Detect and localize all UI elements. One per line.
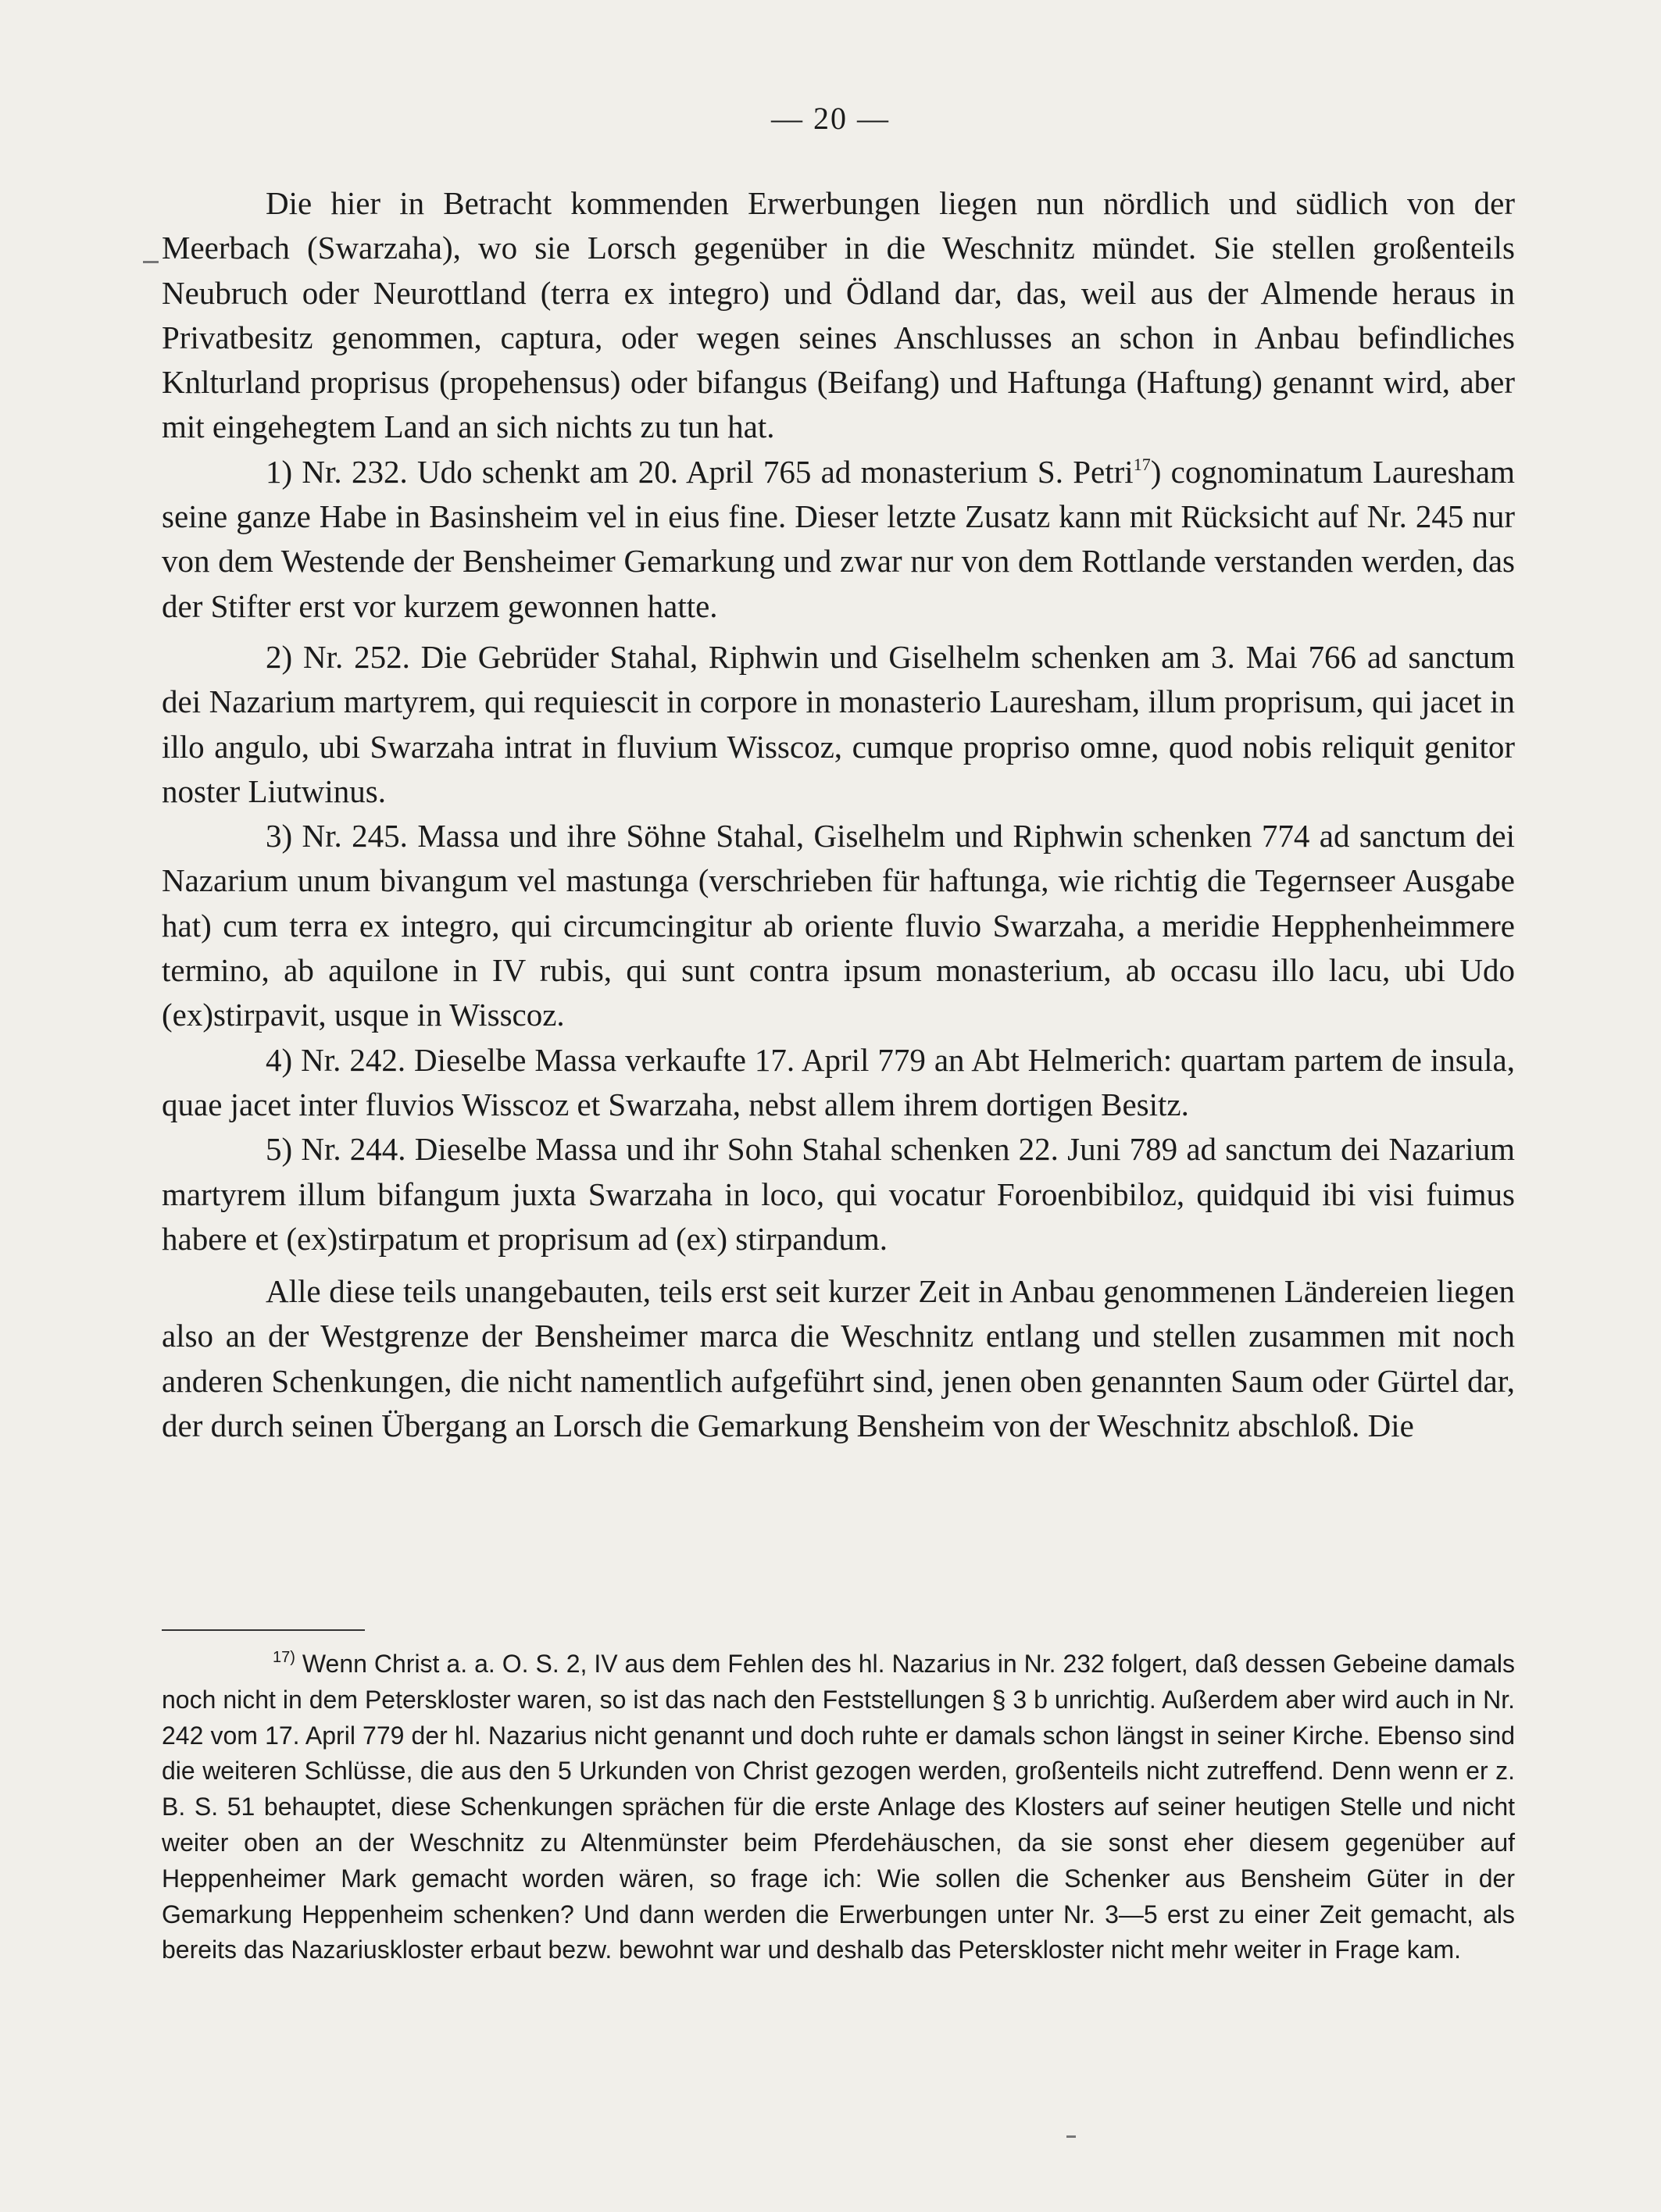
footnote-separator (162, 1629, 365, 1631)
paragraph-item-2: 2) Nr. 252. Die Gebrüder Stahal, Riphwin und Giselhelm schenken am 3. Mai 766 ad sanctum dei Nazarium martyrem, qui requiescit in corpore in monasterio Lauresham, illum proprisum, qui jacet in illo angulo, ubi Swarzaha intrat in fluvium Wisscoz, cumque propriso omne, quod nobis reliquit genitor noster Liutwinus. (162, 638, 1515, 809)
footnote-reference: 17 (1133, 454, 1151, 474)
item-1-text-continued: cognominatum Lauresham seine ganze Habe in Basinsheim vel in eius fine. Dieser letzte Zusatz kann mit Rücksicht auf Nr. 245 nur von dem Westende der Bensheimer Gemarkung und zwar nur von dem Rottlande verstanden werden, das der Stifter erst vor kurzem gewonnen hatte. (162, 453, 1515, 624)
footnote-17 (162, 1647, 1515, 1968)
footnote-text: Wenn Christ a. a. O. S. 2, IV aus dem Fehlen des hl. Nazarius in Nr. 232 folgert, daß dessen Gebeine damals noch nicht in dem Peterskloster waren, so ist das nach den Feststellungen § 3 b unrichtig. Außerdem aber wird auch in Nr. 242 vom 17. April 779 der hl. Nazarius nicht genannt und doch ruhte er damals schon längst in seiner Kirche. Ebenso sind die weiteren Schlüsse, die aus den 5 Urkunden von Christ gezogen werden, großenteils nicht zutreffend. Denn wenn er z. B. S. 51 behauptet, diese Schenkungen sprächen für die erste Anlage des Klosters auf seiner heutigen Stelle und nicht weiter oben an der Weschnitz zu Altenmünster beim Pferdehäuschen, da sie sonst eher diesem gegenüber auf Heppenheimer Mark gemacht worden wären, so frage ich: Wie sollen die Schenker aus Bensheim Güter in der Gemarkung Heppenheim schenken? Und dann werden die Erwerbungen unter Nr. 3—5 erst zu einer Zeit gemacht, als bereits das Nazariuskloster erbaut bezw. bewohnt war und deshalb das Peterskloster nicht mehr weiter in Frage kam. (162, 1650, 1516, 1964)
paragraph-item-5: 5) Nr. 244. Dieselbe Massa und ihr Sohn Stahal schenken 22. Juni 789 ad sanctum dei Nazarium martyrem illum bifangum juxta Swarzaha in loco, qui vocatur Foroenbibiloz, quidquid ibi visi fuimus habere et (ex)stirpatum et proprisum ad (ex) stirpandum. (162, 1131, 1515, 1257)
footnote-block (162, 1647, 1515, 1968)
paragraph-item-3: 3) Nr. 245. Massa und ihre Söhne Stahal, Giselhelm und Riphwin schenken 774 ad sanctum dei Nazarium unum bivangum vel mastunga (verschrieben für haftunga, wie richtig die Tegernseer Ausgabe hat) cum terra ex integro, qui circumcingitur ab oriente fluvio Swarzaha, a meridie Hepphenheimmere termino, ab aquilone in IV rubis, qui sunt contra ipsum monasterium, ab occasu illo lacu, ubi Udo (ex)stirpavit, usque in Wisscoz. (162, 818, 1515, 1033)
paragraph-conclusion: Alle diese teils unangebauten, teils erst seit kurzer Zeit in Anbau genommenen Ländereien liegen also an der Westgrenze der Bensheimer marca die Weschnitz entlang und stellen zusammen mit noch anderen Schenkungen, die nicht namentlich aufgeführt sind, jenen oben genannten Saum oder Gürtel dar, der durch seinen Übergang an Lorsch die Gemarkung Bensheim von der Weschnitz abschloß. Die (162, 1273, 1515, 1444)
page-number: — 20 — (771, 101, 890, 136)
paragraph-intro: Die hier in Betracht kommenden Erwerbungen liegen nun nördlich und südlich von der Meerbach (Swarzaha), wo sie Lorsch gegenüber in die Weschnitz mündet. Sie stellen großenteils Neubruch oder Neurottland (terra ex integro) und Ödland dar, das, weil aus der Almende heraus in Privatbesitz genommen, captura, oder wegen seines Anschlusses an schon in Anbau befindliches Knlturland proprisus (propehensus) oder bifangus (Beifang) und Haftunga (Haftung) genannt wird, aber mit eingehegtem Land an sich nichts zu tun hat. (162, 185, 1515, 445)
margin-mark (143, 261, 159, 263)
item-1-text: 1) Nr. 232. Udo schenkt am 20. April 765 ad monasterium S. Petri (266, 453, 1134, 490)
paragraph-item-4: 4) Nr. 242. Dieselbe Massa verkaufte 17. April 779 an Abt Helmerich: quartam partem de insula, quae jacet inter fluvios Wisscoz et Swarzaha, nebst allem ihrem dortigen Besitz. (162, 1041, 1515, 1122)
main-text (162, 181, 1515, 1448)
bottom-smudge (1066, 2135, 1076, 2138)
paragraph-item-1: 1) Nr. 232. Udo schenkt am 20. April 765 ad monasterium S. Petri$^{17}$) cognominatum Lauresham seine ganze Habe in Basinsheim vel in eius fine. Dieser letzte Zusatz kann mit Rücksicht auf Nr. 245 nur von dem Westende der Bensheimer Gemarkung und zwar nur von dem Rottlande verstanden werden, das der Stifter erst vor kurzem gewonnen hatte. (162, 453, 1515, 624)
footnote-marker: 17) (273, 1649, 295, 1666)
